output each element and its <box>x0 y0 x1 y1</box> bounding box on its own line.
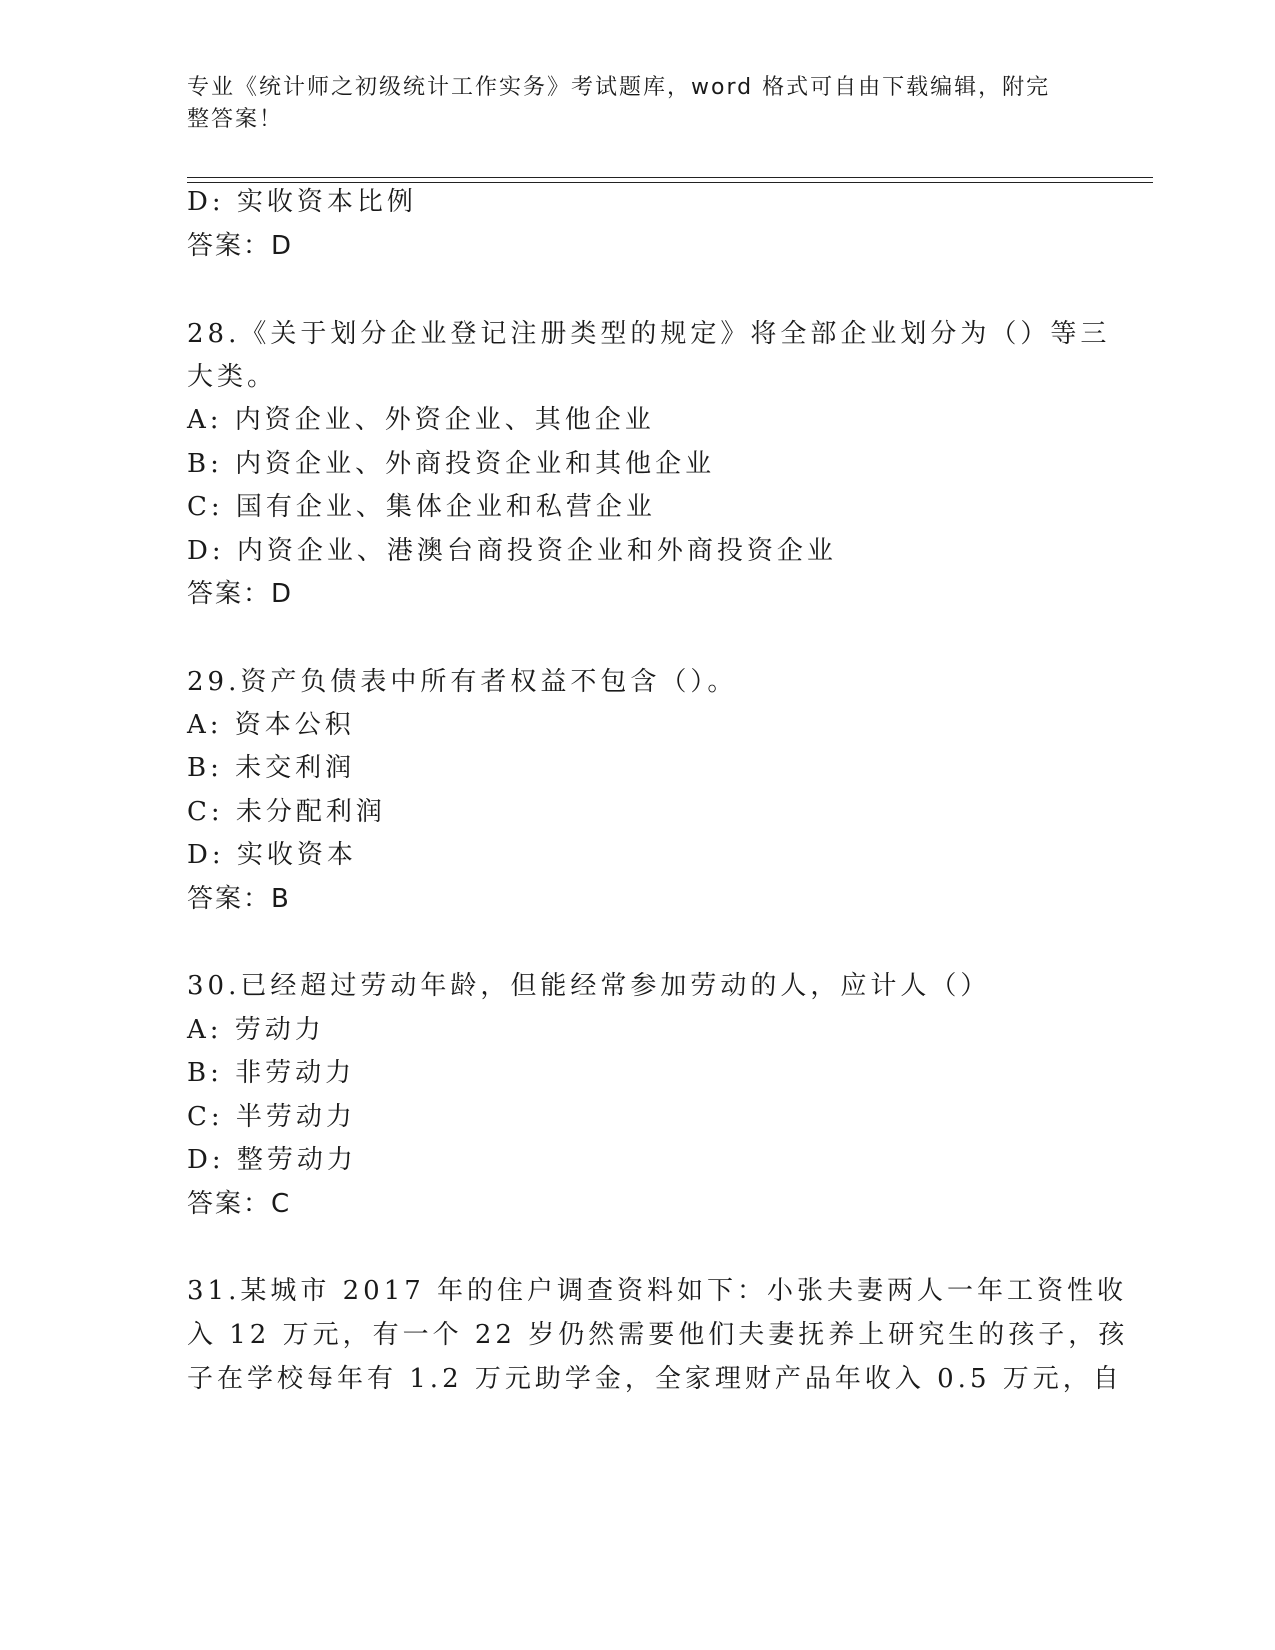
q28-question-line2: 大类。 <box>187 362 278 392</box>
q30-option-c: C: 半劳动力 <box>187 1102 356 1132</box>
header-divider-bottom <box>187 182 1153 183</box>
q28-option-c: C: 国有企业、集体企业和私营企业 <box>187 492 656 522</box>
q29-question: 29.资产负债表中所有者权益不包含（）。 <box>187 667 738 697</box>
page-header: 专业《统计师之初级统计工作实务》考试题库，word 格式可自由下载编辑，附完整答案！ <box>187 75 1051 132</box>
q29-option-b: B: 未交利润 <box>187 753 356 783</box>
q30-answer: 答案：C <box>187 1189 292 1219</box>
q31-question-line2: 入 12 万元，有一个 22 岁仍然需要他们夫妻抚养上研究生的孩子，孩 <box>187 1320 1129 1350</box>
q31-question-line3: 子在学校每年有 1.2 万元助学金，全家理财产品年收入 0.5 万元，自 <box>187 1364 1123 1394</box>
q28-option-a: A: 内资企业、外资企业、其他企业 <box>187 405 655 435</box>
q30-option-b: B: 非劳动力 <box>187 1058 356 1088</box>
q30-question: 30.已经超过劳动年龄，但能经常参加劳动的人，应计人（） <box>187 971 991 1001</box>
q27-option-d: D: 实收资本比例 <box>187 187 417 217</box>
q30-option-d: D: 整劳动力 <box>187 1145 357 1175</box>
q28-question-line1: 28.《关于划分企业登记注册类型的规定》将全部企业划分为（）等三 <box>187 319 1111 349</box>
header-divider-top <box>187 177 1153 178</box>
q28-option-b: B: 内资企业、外商投资企业和其他企业 <box>187 449 716 479</box>
q29-option-c: C: 未分配利润 <box>187 797 386 827</box>
q29-option-a: A: 资本公积 <box>187 710 355 740</box>
q28-answer: 答案：D <box>187 579 294 609</box>
q31-question-line1: 31.某城市 2017 年的住户调查资料如下：小张夫妻两人一年工资性收 <box>187 1276 1128 1306</box>
q30-option-a: A: 劳动力 <box>187 1015 325 1045</box>
q29-answer: 答案：B <box>187 884 291 914</box>
q29-option-d: D: 实收资本 <box>187 840 357 870</box>
q27-answer: 答案：D <box>187 231 294 261</box>
q28-option-d: D: 内资企业、港澳台商投资企业和外商投资企业 <box>187 536 837 566</box>
